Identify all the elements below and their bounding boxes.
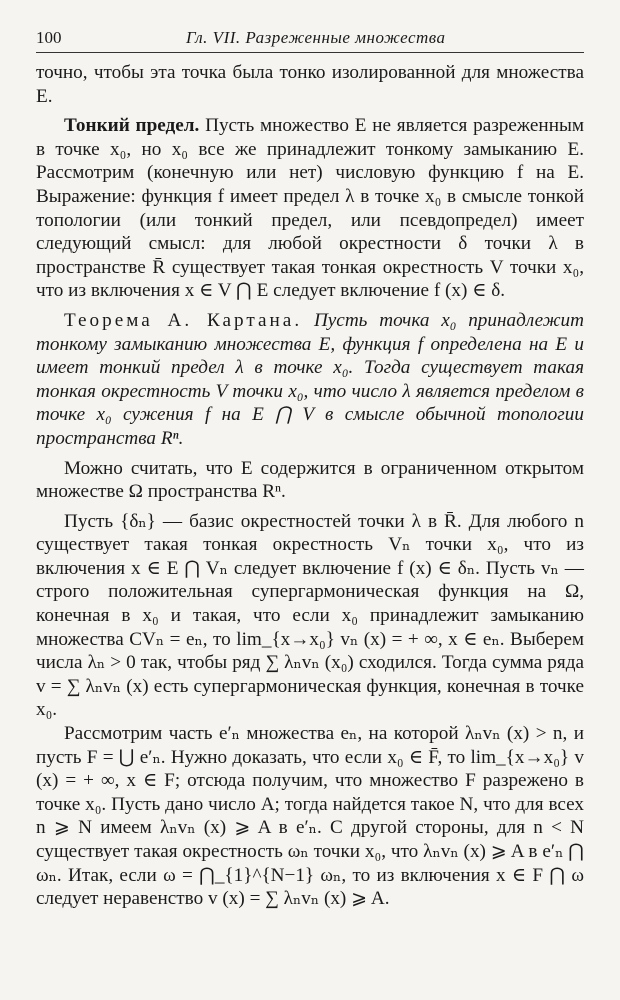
paragraph-proof-part2: Рассмотрим часть e′ₙ множества eₙ, на которой λₙvₙ (x) > n, и пусть F = ⋃ e′ₙ. Нужно доказать, что если x₀ ∈ F̄, то lim_{x→x₀} v (x) = + ∞, x ∈ F; отсюда получим, что множество F разрежено в точке x₀. Пусть дано число A; тогда найдется такое N, что для всех n ⩾ N имеем λₙvₙ (x) ⩾ A в e′ₙ. С другой стороны, для n < N существует такая окрестность ωₙ точки x₀, что λₙvₙ (x) ⩾ A в e′ₙ ⋂ ωₙ. Итак, если ω = ⋂_{1}^{N−1} ωₙ, то из включения x ∈ F ⋂ ω следует неравенство v (x) = ∑ λₙvₙ (x) ⩾ A. [36,723,584,910]
theorem-statement: Пусть точка x₀ принадлежит тонкому замыканию множества E, функция f определена на E и имеет тонкий предел λ в точке x₀. Тогда существует такая тонкая окрестность V точки x₀, что число λ является пределом в точке x₀ сужения f на E ⋂ V в смысле обычной топологии пространства Rⁿ. [36,309,584,449]
fine-limit-definition: Пусть множество E не является разреженным в точке x₀, но x₀ все же принадлежит тонкому замыканию E. Рассмотрим (конечную или нет) числовую функцию f на E. Выражение: функция f имеет предел λ в точке x₀ в смысле тонкой топологии (или тонкий предел, или псевдопредел) имеет следующий смысл: для любой окрестности δ точки λ в пространстве R̄ существует такая тонкая окрестность V точки x₀, что из включения x ∈ V ⋂ E следует включение f (x) ∈ δ. [36,115,584,302]
paragraph-fine-limit [36,114,584,303]
paragraph-assumption: Можно считать, что E содержится в ограниченном открытом множестве Ω пространства Rⁿ. [36,457,584,503]
section-title: Тонкий предел. [64,115,200,137]
page-header [36,24,584,53]
running-head: Гл. VII. Разреженные множества [186,28,446,47]
book-page [36,24,584,911]
theorem-cartan [36,309,584,451]
paragraph-continuation: точно, чтобы эта точка была тонко изолированной для множества E. [36,62,584,107]
paragraph-proof-part1: Пусть {δₙ} — базис окрестностей точки λ в R̄. Для любого n существует такая тонкая окрестность Vₙ точки x₀, что из включения x ∈ E ⋂ Vₙ следует включение f (x) ∈ δₙ. Пусть vₙ — строго положительная супергармоническая функция на Ω, конечная в x₀ и такая, что если x₀ принадлежит замыканию множества CVₙ = eₙ, то lim_{x→x₀} vₙ (x) = + ∞, x ∈ eₙ. Выберем числа λₙ > 0 так, чтобы ряд ∑ λₙvₙ (x₀) сходился. Тогда сумма ряда v = ∑ λₙvₙ (x) есть супергармоническая функция, конечная в точке x₀. [36,510,584,721]
theorem-label: Теорема А. Картана. [64,309,303,331]
page-number: 100 [36,28,62,47]
